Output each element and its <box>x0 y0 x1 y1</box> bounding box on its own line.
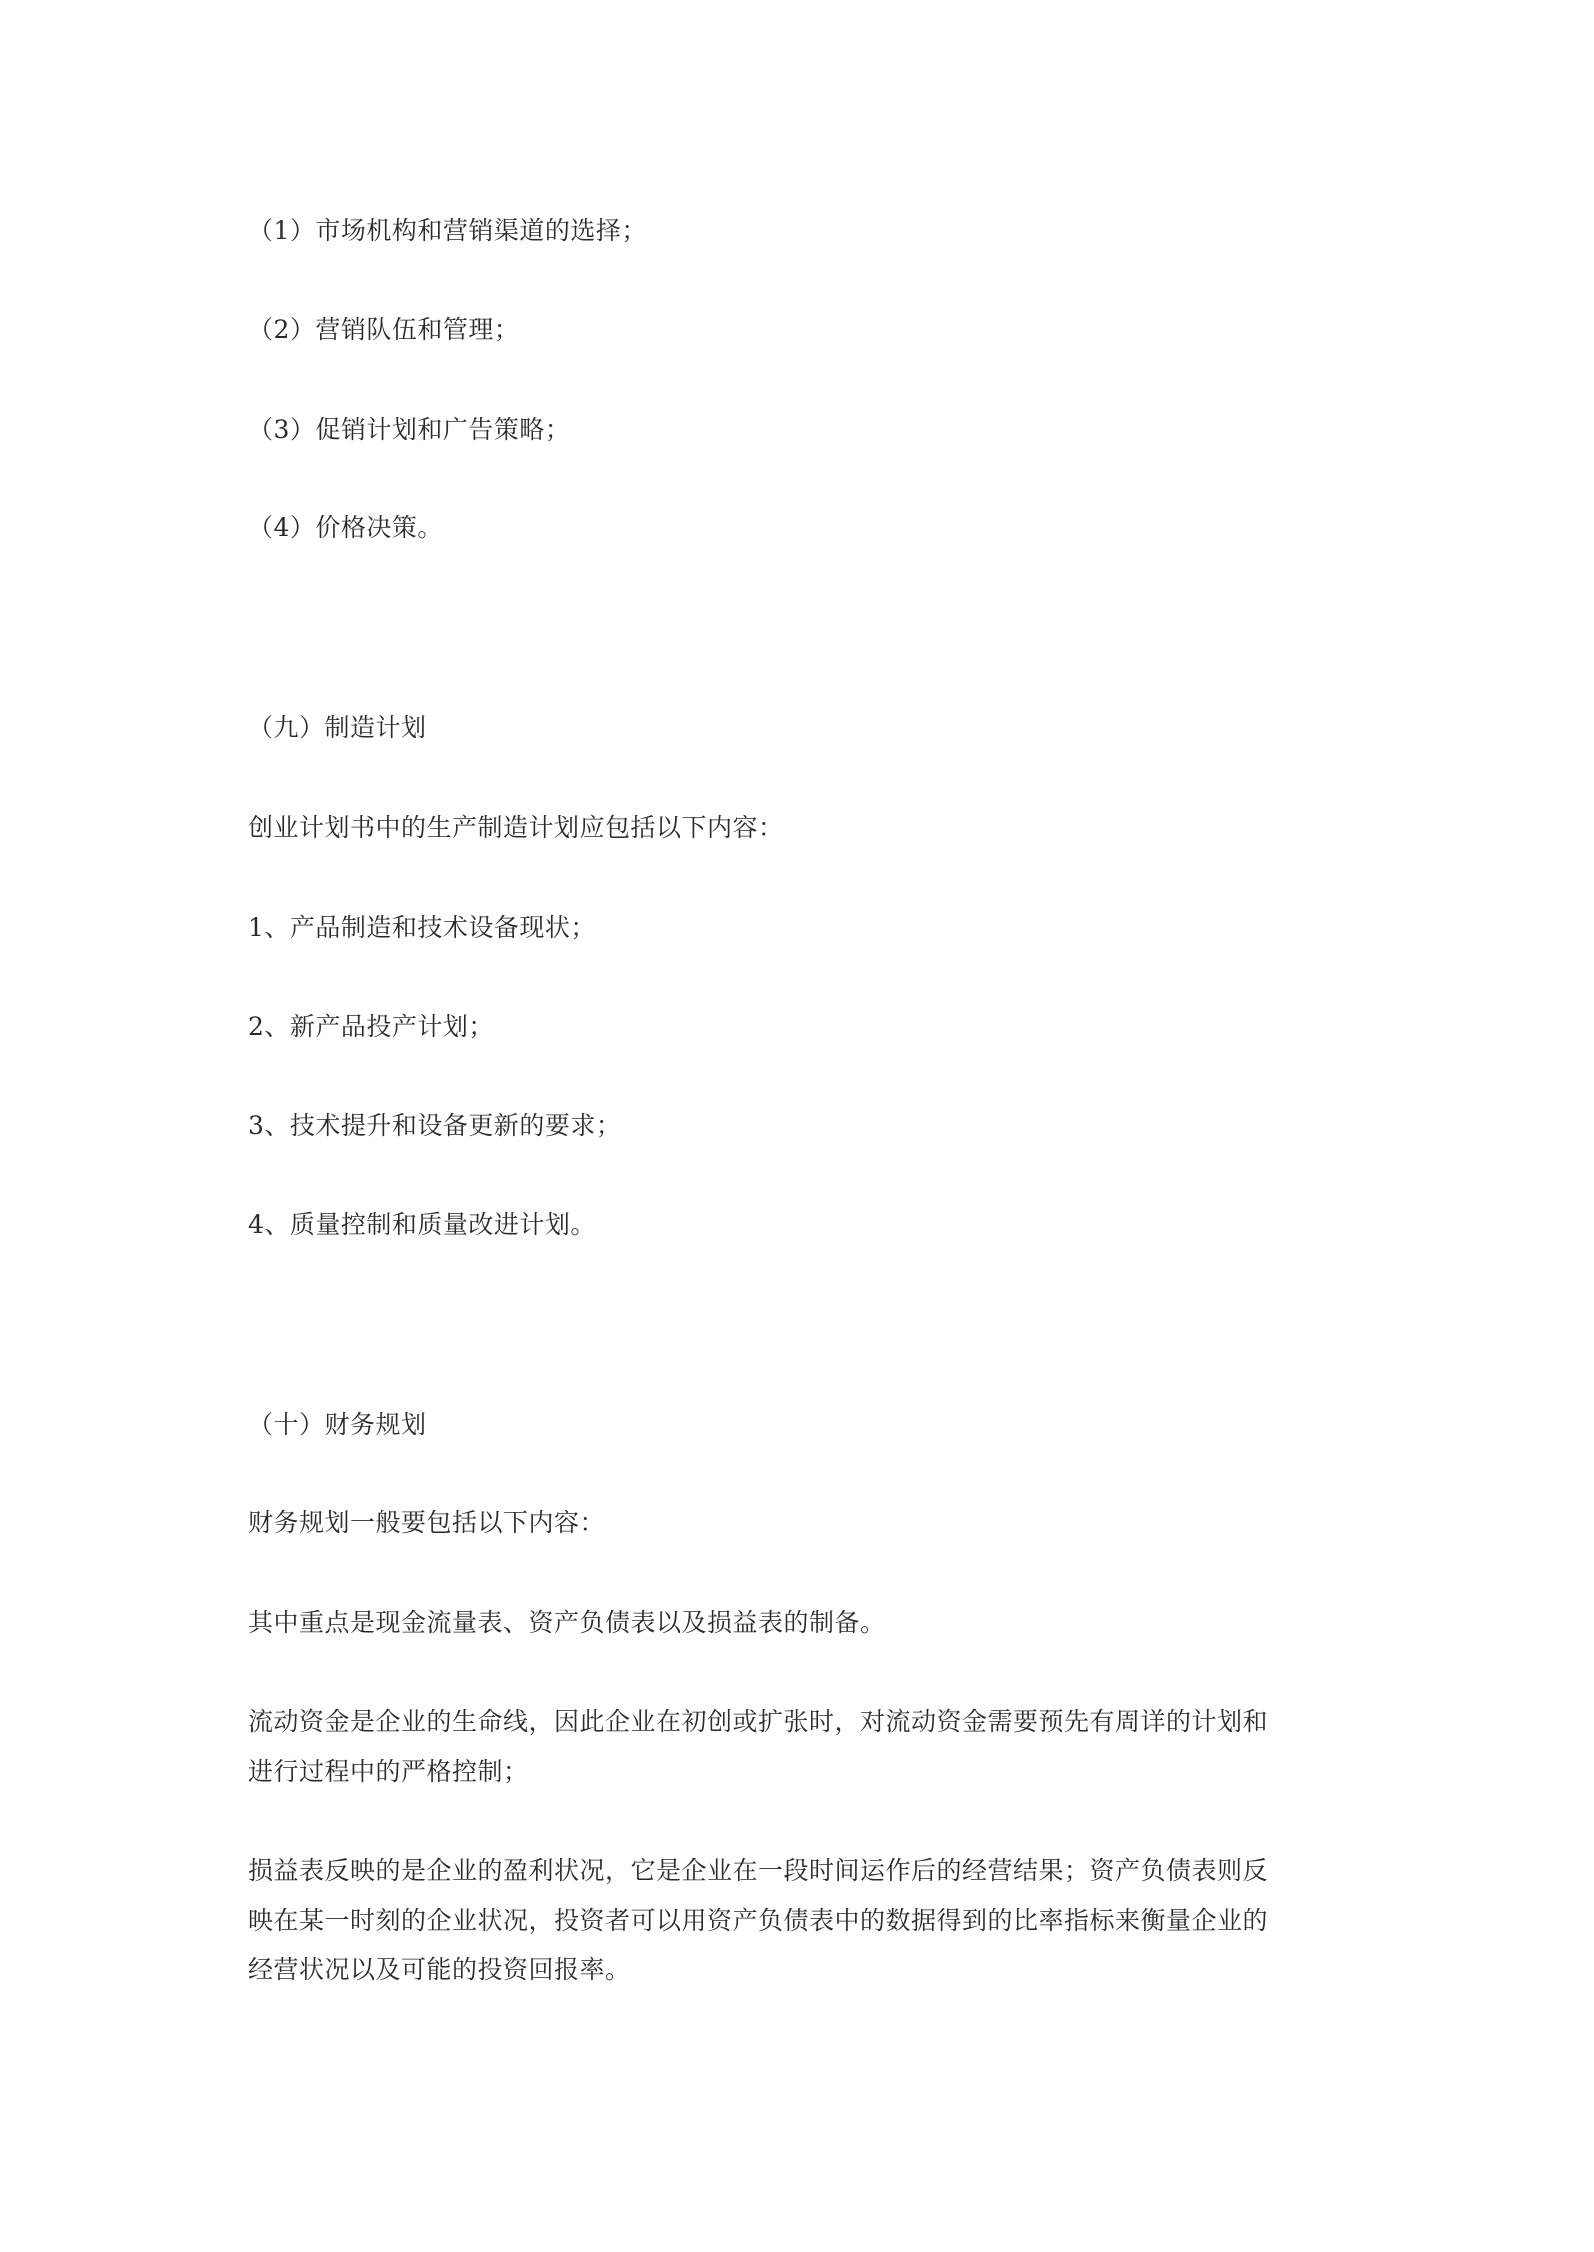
section-10-paragraph-1: 其中重点是现金流量表、资产负债表以及损益表的制备。 <box>248 1608 886 1637</box>
marketing-item-4: （4）价格决策。 <box>248 513 443 542</box>
section-9-heading: （九）制造计划 <box>248 713 427 742</box>
section-9-intro: 创业计划书中的生产制造计划应包括以下内容： <box>248 813 784 842</box>
section-9-item-2: 2、新产品投产计划； <box>248 1012 494 1041</box>
section-10-intro: 财务规划一般要包括以下内容： <box>248 1508 606 1537</box>
section-9-item-1: 1、产品制造和技术设备现状； <box>248 913 596 942</box>
section-10-paragraph-3-line-2: 映在某一时刻的企业状况，投资者可以用资产负债表中的数据得到的比率指标来衡量企业的 <box>248 1906 1269 1935</box>
section-10-paragraph-2-line-1: 流动资金是企业的生命线，因此企业在初创或扩张时，对流动资金需要预先有周详的计划和 <box>248 1707 1269 1736</box>
section-10-paragraph-2-line-2: 进行过程中的严格控制； <box>248 1757 529 1786</box>
section-10-paragraph-3-line-3: 经营状况以及可能的投资回报率。 <box>248 1955 631 1984</box>
marketing-item-2: （2）营销队伍和管理； <box>248 315 520 344</box>
section-9-item-3: 3、技术提升和设备更新的要求； <box>248 1111 622 1140</box>
marketing-item-3: （3）促销计划和广告策略； <box>248 415 571 444</box>
marketing-item-1: （1）市场机构和营销渠道的选择； <box>248 216 647 245</box>
section-10-paragraph-3-line-1: 损益表反映的是企业的盈利状况，它是企业在一段时间运作后的经营结果；资产负债表则反 <box>248 1856 1269 1885</box>
section-10-heading: （十）财务规划 <box>248 1410 427 1439</box>
section-9-item-4: 4、质量控制和质量改进计划。 <box>248 1210 596 1239</box>
